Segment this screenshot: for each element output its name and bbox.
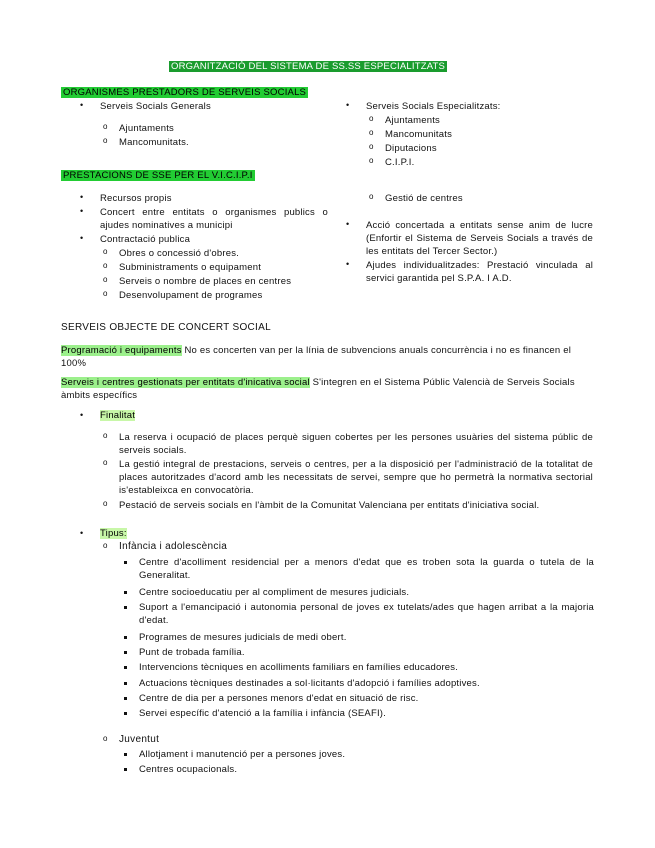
circle-bullet-icon: o <box>103 734 108 743</box>
list-item: Ajuntaments <box>119 123 175 134</box>
juventut-item: Centres ocupacionals. <box>139 764 238 775</box>
prestacions-heading: PRESTACIONS DE SSE PER EL V.I.C.I.P.I <box>63 170 253 181</box>
serveis-heading: SERVEIS OBJECTE DE CONCERT SOCIAL <box>61 322 271 333</box>
programacio-label: Programació i equipaments <box>61 345 182 356</box>
infancia-item: Centre socioeducatiu per al compliment de mesures judicials. <box>139 587 410 598</box>
document-title: ORGANITZACIÓ DEL SISTEMA DE SS.SS ESPECIALITZATS <box>171 61 446 72</box>
list-item: Desenvolupament de programes <box>119 290 263 301</box>
circle-bullet-icon: o <box>103 261 108 270</box>
circle-bullet-icon: o <box>103 458 108 467</box>
list-item: Diputacions <box>385 143 437 154</box>
list-item: Recursos propis <box>100 193 172 204</box>
list-item: Serveis o nombre de places en centres <box>119 276 292 287</box>
square-bullet-icon <box>124 682 127 685</box>
circle-bullet-icon: o <box>103 431 108 440</box>
list-item: Ajudes individualitzades: Prestació vinculada al servici garantida pel S.P.A. I A.D. <box>366 260 593 284</box>
square-bullet-icon <box>124 606 127 609</box>
circle-bullet-icon: o <box>369 142 374 151</box>
bullet-icon: • <box>80 100 84 110</box>
square-bullet-icon <box>124 753 127 756</box>
juventut-item: Allotjament i manutenció per a persones joves. <box>139 749 346 760</box>
infancia-label: Infància i adolescència <box>119 541 228 552</box>
finalitat-item: La reserva i ocupació de places perquè siguen cobertes per les persones usuàries del sistema públic de serveis socials. <box>119 432 593 456</box>
list-item: Contractació publica <box>100 234 191 245</box>
list-item: Serveis Socials Generals <box>100 101 211 112</box>
infancia-item: Suport a l'emancipació i autonomia personal de joves ex tutelats/ades que hagen arribat a la majoria d'edat. <box>139 602 594 626</box>
bullet-icon: • <box>346 100 350 110</box>
circle-bullet-icon: o <box>369 192 374 201</box>
infancia-item: Centre de dia per a persones menors d'edat en situació de risc. <box>139 693 419 704</box>
square-bullet-icon <box>124 768 127 771</box>
bullet-icon: • <box>346 219 350 229</box>
finalitat-item: Pestació de serveis socials en l'àmbit de la Comunitat Valenciana per entitats d'iniciativa social. <box>119 500 540 511</box>
circle-bullet-icon: o <box>369 156 374 165</box>
bullet-icon: • <box>80 410 84 420</box>
circle-bullet-icon: o <box>103 289 108 298</box>
circle-bullet-icon: o <box>369 114 374 123</box>
centres-text: S'integren en el Sistema Públic Valencià de Serveis Socials àmbits específics <box>61 377 575 401</box>
list-item: Subministraments o equipament <box>119 262 262 273</box>
list-item: Mancomunitats. <box>119 137 189 148</box>
list-item: C.I.P.I. <box>385 157 415 168</box>
list-item: Obres o concessió d'obres. <box>119 248 240 259</box>
square-bullet-icon <box>124 636 127 639</box>
square-bullet-icon <box>124 561 127 564</box>
list-item: Mancomunitats <box>385 129 453 140</box>
list-item: Concert entre entitats o organismes publics o ajudes nominatives a municipi <box>100 207 328 231</box>
circle-bullet-icon: o <box>103 541 108 550</box>
infancia-item: Centre d'acolliment residencial per a menors d'edat que es troben sota la guarda o tutela de la Generalitat. <box>139 557 594 581</box>
bullet-icon: • <box>80 528 84 538</box>
circle-bullet-icon: o <box>103 275 108 284</box>
finalitat-label: Finalitat <box>100 410 136 421</box>
tipus-label: Tipus: <box>100 528 127 539</box>
infancia-item: Actuacions tècniques destinades a sol·licitants d'adopció i famílies adoptives. <box>139 678 480 689</box>
circle-bullet-icon: o <box>103 247 108 256</box>
circle-bullet-icon: o <box>103 122 108 131</box>
infancia-item: Programes de mesures judicials de medi obert. <box>139 632 347 643</box>
list-item: Ajuntaments <box>385 115 441 126</box>
square-bullet-icon <box>124 697 127 700</box>
bullet-icon: • <box>80 206 84 216</box>
square-bullet-icon <box>124 651 127 654</box>
square-bullet-icon <box>124 712 127 715</box>
list-item: Acció concertada a entitats sense anim de lucre (Enfortir el Sistema de Serveis Socials a través de les entitats del Tercer Sector.) <box>366 220 593 257</box>
circle-bullet-icon: o <box>103 499 108 508</box>
bullet-icon: • <box>346 259 350 269</box>
centres-paragraph <box>61 376 591 402</box>
list-item: Gestió de centres <box>385 193 463 204</box>
organismes-heading: ORGANISMES PRESTADORS DE SERVEIS SOCIALS <box>63 87 307 98</box>
infancia-item: Servei específic d'atenció a la família i infància (SEAFI). <box>139 708 386 719</box>
programacio-paragraph <box>61 344 591 370</box>
centres-label: Serveis i centres gestionats per entitats d'inicativa social <box>61 377 310 388</box>
programacio-text: No es concerten van per la línia de subvencions anuals concurrència i no es financen el 100% <box>61 345 572 369</box>
finalitat-item: La gestió integral de prestacions, serveis o centres, per a la disposició per l'administració de la totalitat de places autoritzades d'acord amb les necessitats de servei, sempre que ho permetrà la normativa sectorial is'estableixca en convocatòria. <box>119 459 593 496</box>
list-item: Serveis Socials Especialitzats: <box>366 101 501 112</box>
bullet-icon: • <box>80 233 84 243</box>
circle-bullet-icon: o <box>369 128 374 137</box>
square-bullet-icon <box>124 666 127 669</box>
infancia-item: Intervencions tècniques en acolliments familiars en famílies educadores. <box>139 662 459 673</box>
circle-bullet-icon: o <box>103 136 108 145</box>
square-bullet-icon <box>124 591 127 594</box>
juventut-label: Juventut <box>119 734 160 745</box>
infancia-item: Punt de trobada família. <box>139 647 245 658</box>
bullet-icon: • <box>80 192 84 202</box>
